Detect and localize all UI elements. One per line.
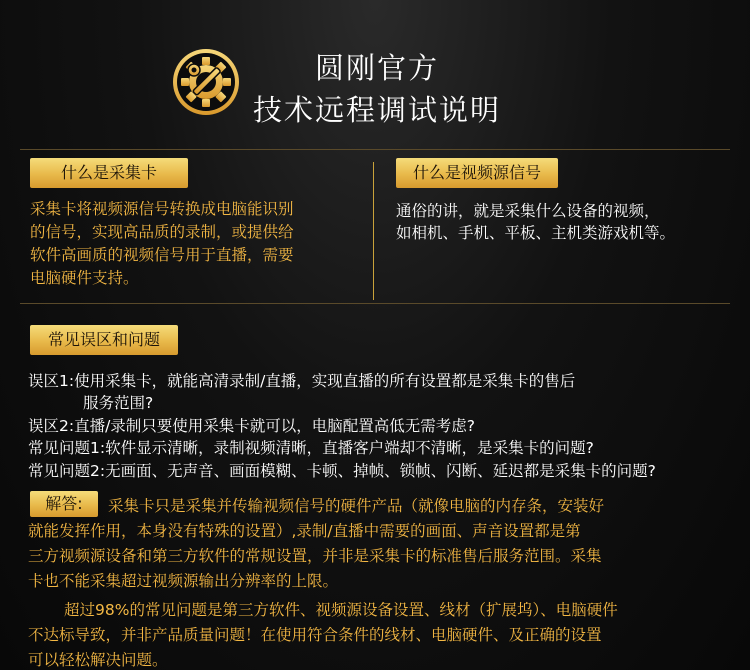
answer-line: 卡也不能采集超过视频源输出分辨率的上限。 [28, 572, 339, 590]
wrench-gear-icon [172, 48, 240, 116]
faq-line: 误区1:使用采集卡，就能高清录制/直播，实现直播的所有设置都是采集卡的售后 [28, 372, 576, 390]
label-answer: 解答: [30, 491, 98, 517]
answer-line: 可以轻松解决问题。 [28, 651, 168, 669]
answer-line: 超过98%的常见问题是第三方软件、视频源设备设置、线材（扩展坞）、电脑硬件 [64, 601, 618, 619]
faq-line: 误区2:直播/录制只要使用采集卡就可以，电脑配置高低无需考虑? [28, 417, 476, 435]
answer-line: 不达标导致，并非产品质量问题！在使用符合条件的线材、电脑硬件、及正确的设置 [28, 626, 602, 644]
label-what-is-capture: 什么是采集卡 [30, 158, 188, 188]
capture-desc-line: 的信号，实现高品质的录制，或提供给 [30, 223, 294, 241]
answer-line: 就能发挥作用，本身没有特殊的设置）,录制/直播中需要的画面、声音设置都是第 [28, 522, 581, 540]
capture-desc-line: 采集卡将视频源信号转换成电脑能识别 [30, 200, 294, 218]
divider [20, 149, 730, 150]
page-title-line2: 技术远程调试说明 [253, 93, 502, 127]
faq-line: 常见问题2:无画面、无声音、画面模糊、卡顿、掉帧、锁帧、闪断、延迟都是采集卡的问题? [28, 462, 656, 480]
page-title-line1: 圆刚官方 [315, 51, 440, 85]
source-desc-line: 通俗的讲，就是采集什么设备的视频， [396, 202, 660, 220]
answer-line: 采集卡只是采集并传输视频信号的硬件产品（就像电脑的内存条，安装好 [108, 497, 605, 515]
source-desc-line: 如相机、手机、平板、主机类游戏机等。 [396, 224, 676, 242]
divider [20, 303, 730, 304]
faq-line: 常见问题1:软件显示清晰，录制视频清晰，直播客户端却不清晰，是采集卡的问题? [28, 439, 594, 457]
label-what-is-source: 什么是视频源信号 [396, 158, 558, 188]
label-faq: 常见误区和问题 [30, 325, 178, 355]
vertical-divider [373, 162, 374, 300]
capture-desc-line: 软件高画质的视频信号用于直播，需要 [30, 246, 294, 264]
faq-line: 服务范围? [83, 394, 154, 412]
capture-desc-line: 电脑硬件支持。 [30, 269, 139, 287]
answer-line: 三方视频源设备和第三方软件的常规设置，并非是采集卡的标准售后服务范围。采集 [28, 547, 602, 565]
